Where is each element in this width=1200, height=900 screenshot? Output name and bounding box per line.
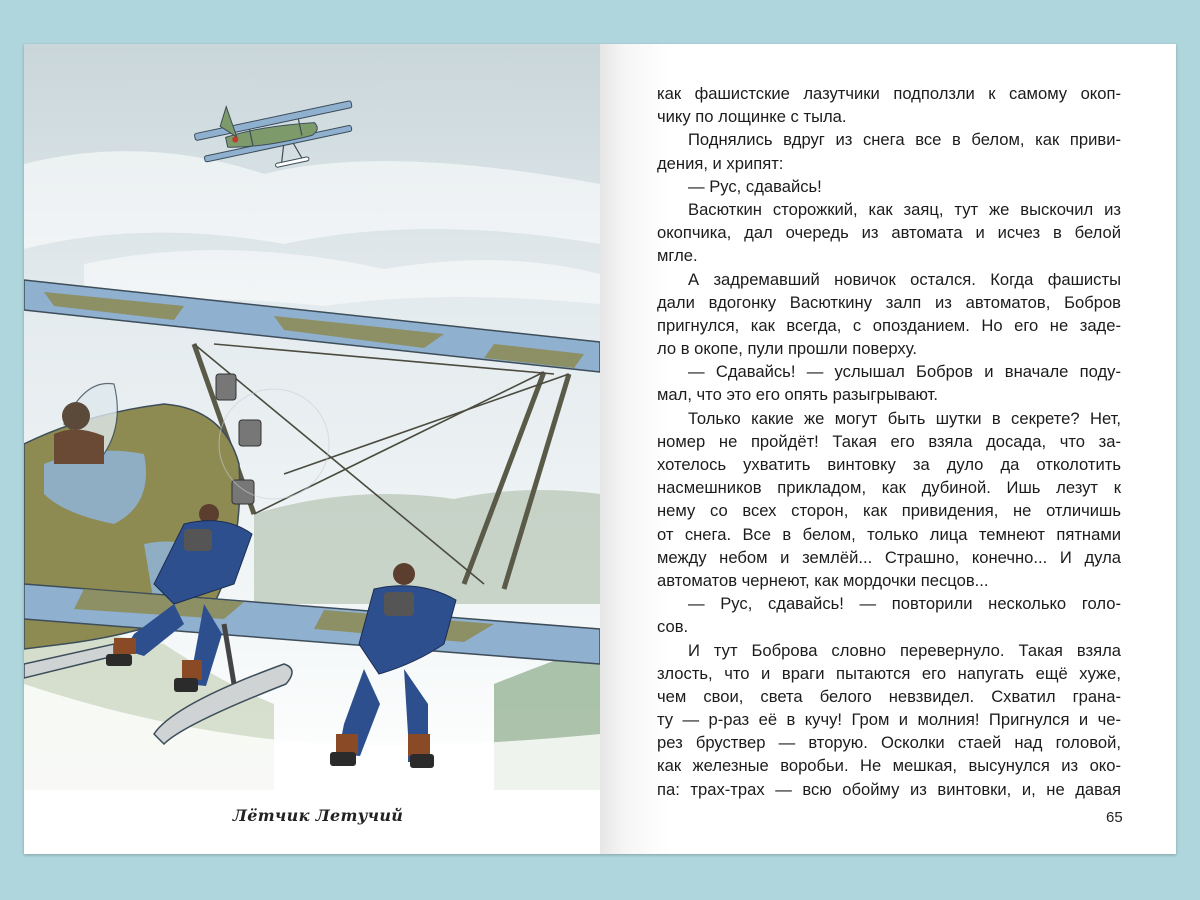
text-line: автоматов чернеют, как мордочки песцов... [657,570,989,590]
biplane-illustration [24,44,600,790]
text-line: мал, что это его опять разыгрывают. [657,385,938,405]
text-line: чику по лощинке с тыла. [657,107,847,127]
text-line: рез бруствер — вторую. Осколки стаей над головой, [657,733,1121,753]
text-line: ту — р-раз её в кучу! Гром и молния! Пригнулся и че- [657,710,1121,730]
text-line: Васюткин сторожкий, как заяц, тут же выскочил из [688,199,1121,219]
text-line: дали вдогонку Васюткину залп из автоматов, Бобров [657,292,1121,312]
text-line: Поднялись вдруг из снега все в белом, как приви- [688,130,1121,150]
text-line: между небом и землёй... Страшно, конечно... И дула [657,547,1121,567]
body-text [657,82,1121,801]
text-line: — Рус, сдавайсь! — повторили несколько голо- [688,594,1121,614]
text-line: как железные воробьи. Не мешкая, высунулся из око- [657,756,1121,776]
text-line: па: трах-трах — всю обойму из винтовки, и, не давая [657,779,1121,799]
text-line: — Рус, сдавайсь! [688,176,822,196]
text-line: мгле. [657,246,698,266]
text-line: И тут Боброва словно перевернуло. Такая взяла [688,640,1121,660]
text-line: как фашистские лазутчики подползли к самому окоп- [657,84,1121,103]
right-page [600,44,1176,854]
text-line: окопчика, дал очередь из автомата и исчез в белой [657,223,1121,243]
text-line: чем свои, света белого невзвидел. Схватил грана- [657,686,1121,706]
text-line: пригнулся, как всегда, с опозданием. Но его не заде- [657,315,1121,335]
text-line: хотелось ухватить винтовку за дуло да отколотить [657,455,1121,474]
text-line: нему со всех сторон, как привидения, не отличишь [657,501,1121,521]
book-spread [24,44,1176,854]
text-line: злость, что и враги пытаются его напугать ещё хуже, [657,663,1121,683]
left-page [24,44,600,854]
text-line: А задремавший новичок остался. Когда фашисты [688,269,1121,289]
text-line: ло в окопе, пули прошли поверху. [657,339,917,359]
text-line: дения, и хрипят: [657,153,784,173]
text-line: насмешников прикладом, как дубиной. Ишь лезут к [657,478,1121,498]
page-number: 65 [1106,809,1123,826]
text-line: от снега. Все в белом, только лица темнеют пятнами [657,524,1121,544]
illustration [24,44,600,790]
text-line: Только какие же могут быть шутки в секрете? Нет, [688,408,1121,428]
text-line: — Сдавайсь! — услышал Бобров и вначале поду- [688,362,1121,382]
text-line: сов. [657,617,689,637]
hills [254,490,600,604]
text-line: номер не пройдёт! Такая его взяла досада, что за- [657,431,1121,451]
illustration-caption: Лётчик Летучий [232,806,404,825]
